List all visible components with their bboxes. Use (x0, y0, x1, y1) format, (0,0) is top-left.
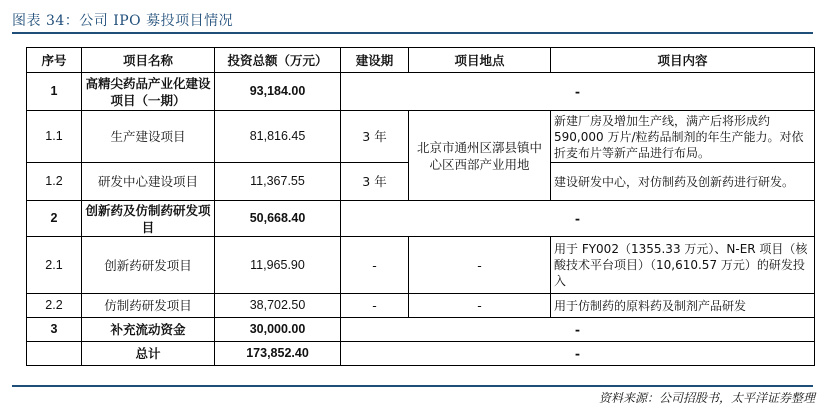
bottom-rule (12, 385, 813, 387)
row-no: 3 (27, 318, 82, 342)
row-no: 2.1 (27, 237, 82, 294)
row-merged: - (341, 201, 815, 237)
row-amount: 81,816.45 (215, 111, 341, 163)
row-merged: - (341, 73, 815, 111)
row-no: 1.1 (27, 111, 82, 163)
figure-title: 图表 34：公司 IPO 募投项目情况 (12, 13, 234, 29)
ipo-projects-table (26, 47, 815, 366)
row-content: 用于 FY002（1355.33 万元）、N-ER 项目（核酸技术平台项目）（10,610.57 万元）的研发投入 (551, 237, 815, 294)
row-no: 1.2 (27, 163, 82, 201)
row-name: 仿制药研发项目 (82, 294, 215, 318)
row-name: 总计 (82, 342, 215, 366)
table-row (27, 237, 815, 294)
row-content: 新建厂房及增加生产线，满产后将形成约 590,000 万片/粒药品制剂的年生产能力。对依折麦布片等新产品进行布局。 (551, 111, 815, 163)
header-location: 项目地点 (409, 48, 551, 73)
table-row (27, 318, 815, 342)
header-amount: 投资总额（万元） (215, 48, 341, 73)
header-no: 序号 (27, 48, 82, 73)
header-row (27, 48, 815, 73)
row-name: 研发中心建设项目 (82, 163, 215, 201)
table-row (27, 294, 815, 318)
header-name: 项目名称 (82, 48, 215, 73)
row-no: 2 (27, 201, 82, 237)
row-period: 3 年 (341, 163, 409, 201)
row-period: - (341, 237, 409, 294)
row-no (27, 342, 82, 366)
row-merged: - (341, 318, 815, 342)
row-content: 用于仿制药的原料药及制剂产品研发 (551, 294, 815, 318)
row-amount: 30,000.00 (215, 318, 341, 342)
row-amount: 11,367.55 (215, 163, 341, 201)
row-amount: 50,668.40 (215, 201, 341, 237)
total-row (27, 342, 815, 366)
row-no: 2.2 (27, 294, 82, 318)
row-amount: 38,702.50 (215, 294, 341, 318)
row-name: 创新药研发项目 (82, 237, 215, 294)
row-period: - (341, 294, 409, 318)
row-location: - (409, 237, 551, 294)
row-amount: 173,852.40 (215, 342, 341, 366)
row-amount: 11,965.90 (215, 237, 341, 294)
row-amount: 93,184.00 (215, 73, 341, 111)
row-name: 高精尖药品产业化建设项目（一期） (82, 73, 215, 111)
table-row (27, 73, 815, 111)
row-name: 补充流动资金 (82, 318, 215, 342)
row-no: 1 (27, 73, 82, 111)
table-row (27, 201, 815, 237)
source-note: 资料来源：公司招股书，太平洋证券整理 (598, 391, 815, 405)
row-location: 北京市通州区漷县镇中心区西部产业用地 (409, 111, 551, 201)
row-merged: - (341, 342, 815, 366)
row-content: 建设研发中心，对仿制药及创新药进行研发。 (551, 163, 815, 201)
row-name: 创新药及仿制药研发项目 (82, 201, 215, 237)
row-period: 3 年 (341, 111, 409, 163)
top-rule (12, 32, 813, 34)
table-row (27, 111, 815, 163)
row-location: - (409, 294, 551, 318)
header-content: 项目内容 (551, 48, 815, 73)
header-period: 建设期 (341, 48, 409, 73)
row-name: 生产建设项目 (82, 111, 215, 163)
